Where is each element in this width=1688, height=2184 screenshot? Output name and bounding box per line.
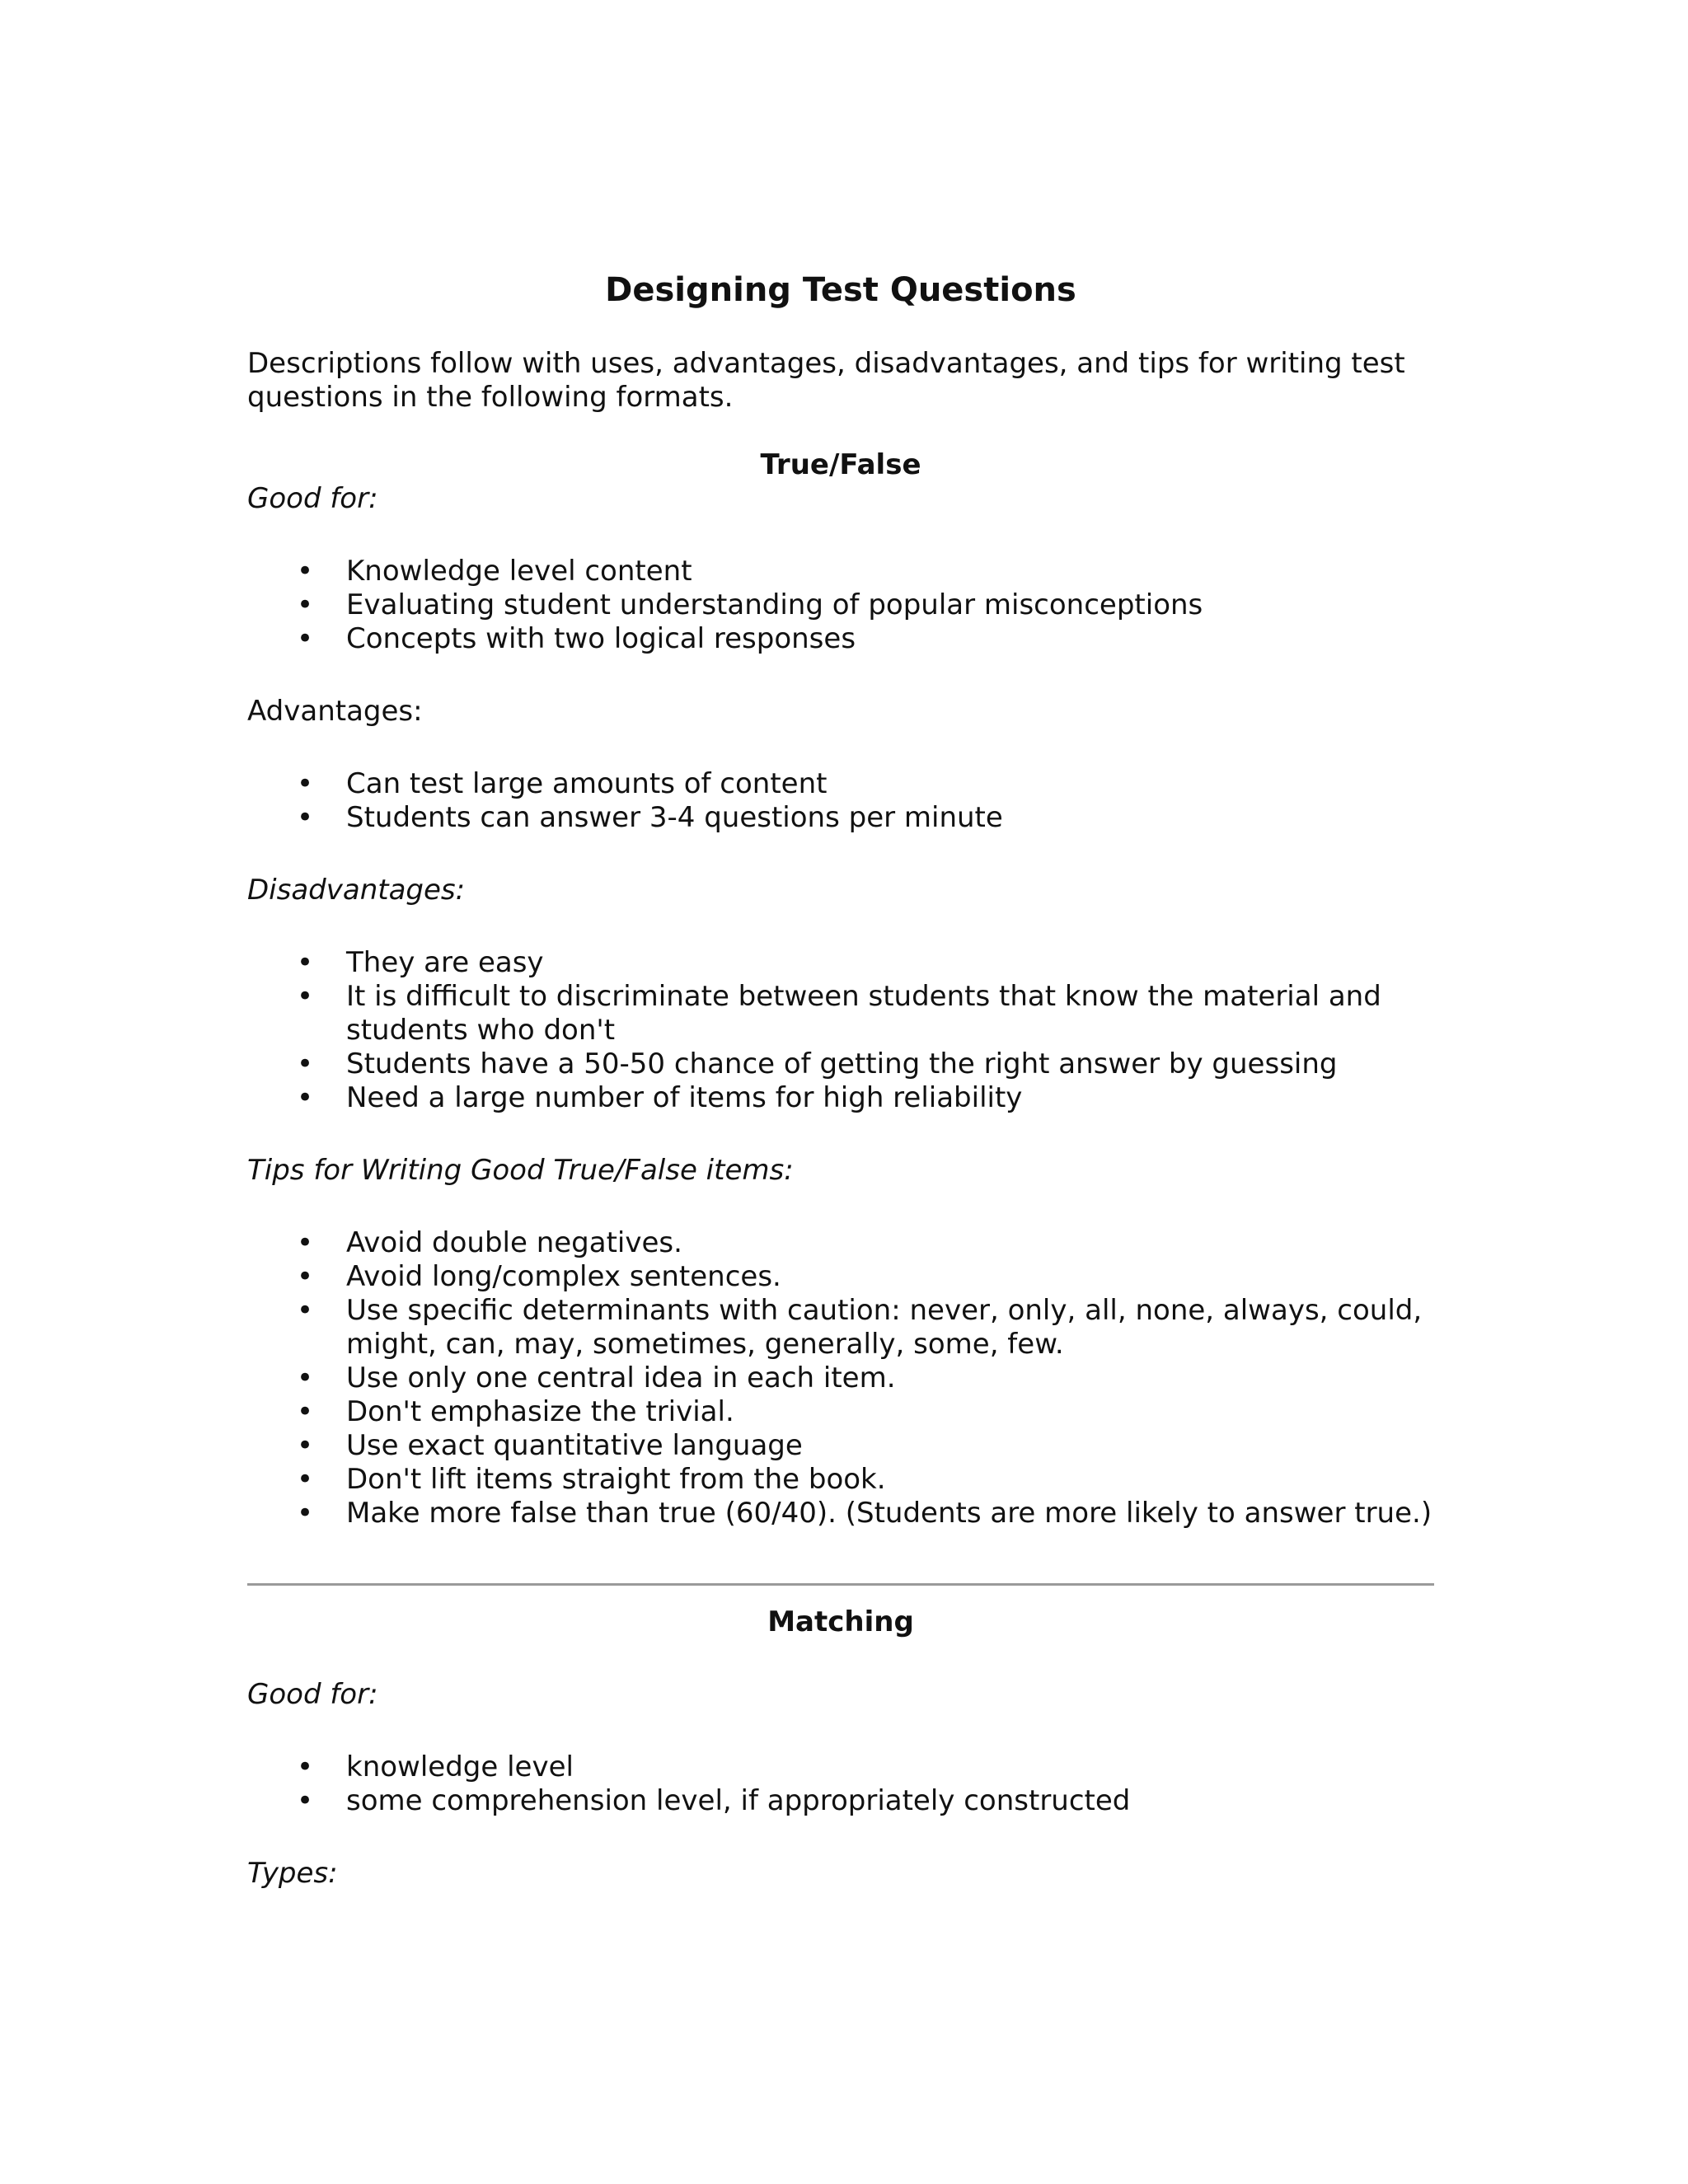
list-item: • Can test large amounts of content (247, 767, 1434, 801)
tf-good-for-label: Good for: (247, 482, 378, 515)
list-item: • Evaluating student understanding of popular misconceptions (247, 588, 1434, 622)
list-item: • Make more false than true (60/40). (Students are more likely to answer true.) (247, 1497, 1434, 1530)
list-item: • Use exact quantitative language (247, 1429, 1434, 1463)
list-item: • Concepts with two logical responses (247, 622, 1434, 656)
list-item: • Use only one central idea in each item. (247, 1361, 1434, 1395)
matching-heading: Matching (767, 1605, 914, 1638)
list-item: • Don't emphasize the trivial. (247, 1395, 1434, 1429)
tf-disadvantages-list (247, 946, 1434, 1115)
list-item: • Avoid long/complex sentences. (247, 1260, 1434, 1294)
tf-advantages-label: Advantages: (247, 695, 423, 728)
list-item: • Avoid double negatives. (247, 1226, 1434, 1260)
page-title: Designing Test Questions (605, 271, 1076, 309)
list-item: • They are easy (247, 946, 1434, 980)
list-item: • Don't lift items straight from the book. (247, 1463, 1434, 1497)
list-item: • Students have a 50-50 chance of getting the right answer by guessing (247, 1047, 1434, 1081)
intro-paragraph: Descriptions follow with uses, advantages, disadvantages, and tips for writing test questions in the following formats. (247, 347, 1405, 414)
list-item: • Use specific determinants with caution: never, only, all, none, always, could, might, can, may, sometimes, generally, some, few. (247, 1294, 1434, 1361)
tf-tips-list (247, 1226, 1434, 1530)
list-item: • Knowledge level content (247, 555, 1434, 588)
matching-good-for-list (247, 1750, 1434, 1818)
tf-disadvantages-label: Disadvantages: (247, 874, 466, 907)
tf-good-for-list (247, 555, 1434, 656)
tf-tips-label: Tips for Writing Good True/False items: (247, 1154, 794, 1187)
tf-advantages-list (247, 767, 1434, 835)
list-item: • Need a large number of items for high reliability (247, 1081, 1434, 1115)
list-item: • knowledge level (247, 1750, 1434, 1784)
matching-good-for-label: Good for: (247, 1678, 378, 1711)
list-item: • some comprehension level, if appropriately constructed (247, 1784, 1434, 1818)
section-divider (247, 1583, 1434, 1586)
list-item: • Students can answer 3-4 questions per minute (247, 801, 1434, 835)
matching-types-label: Types: (247, 1857, 338, 1890)
true-false-heading: True/False (760, 448, 921, 481)
document-content (247, 268, 1434, 1891)
list-item: • It is difficult to discriminate between students that know the material and students who don't (247, 980, 1434, 1047)
